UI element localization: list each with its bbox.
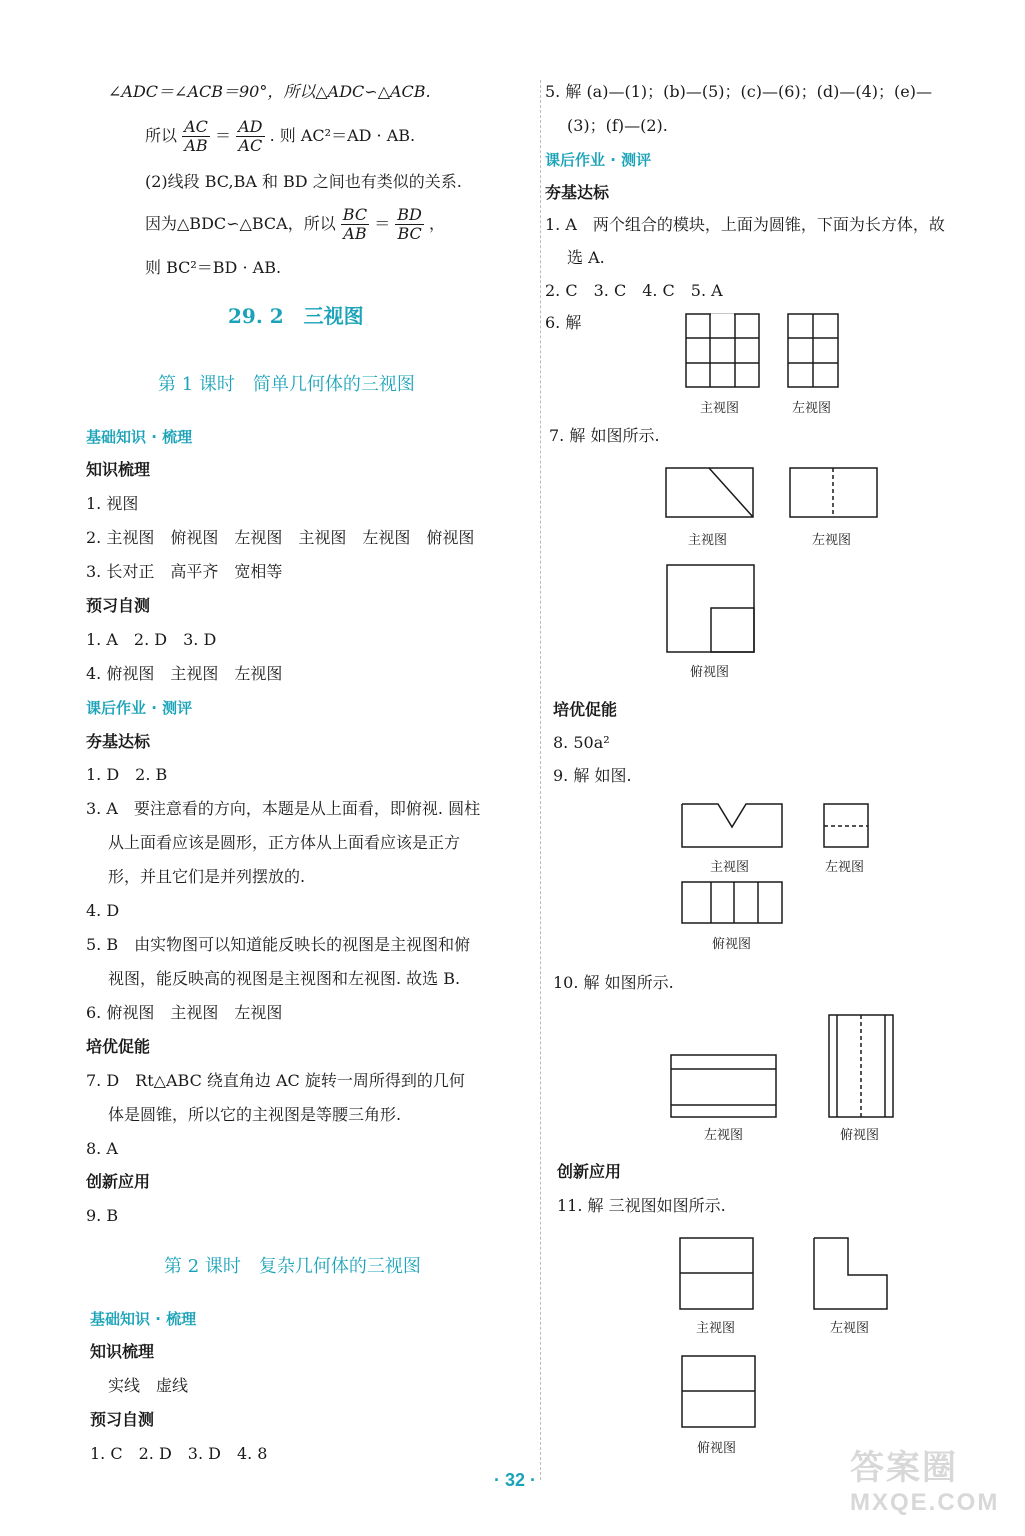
answer-line: 2. C 3. C 4. C 5. A xyxy=(545,281,723,300)
answer-line: 体是圆锥，所以它的主视图是等腰三角形. xyxy=(108,1105,402,1124)
answer-line: 5. 解 (a)—(1)；(b)—(5)；(c)—(6)；(d)—(4)；(e)— xyxy=(545,82,932,101)
lesson-title: 第 1 课时 简单几何体的三视图 xyxy=(158,374,415,395)
equation-line xyxy=(145,206,445,243)
figure-caption: 俯视图 xyxy=(712,937,752,952)
denominator: AB xyxy=(184,136,208,155)
answer-line: 1. A 两个组合的模块，上面为圆锥，下面为长方体，故 xyxy=(545,215,945,234)
figure-caption: 俯视图 xyxy=(697,1441,737,1456)
text-line: (2)线段 BC,BA 和 BD 之间也有类似的关系. xyxy=(145,172,462,191)
answer-line: 实线 虚线 xyxy=(108,1376,189,1395)
answer-line: 7. 解 如图所示. xyxy=(549,426,660,445)
answer-line: 1. 视图 xyxy=(86,494,139,513)
subheading: 知识梳理 xyxy=(90,1342,155,1361)
numerator: AD xyxy=(238,117,263,136)
heading: 基础知识 · 梳理 xyxy=(90,1310,197,1328)
figure-caption: 左视图 xyxy=(704,1128,744,1143)
answer-line: 7. D Rt△ABC 绕直角边 AC 旋转一周所得到的几何 xyxy=(86,1071,465,1090)
answer-line: 形，并且它们是并列摆放的. xyxy=(108,867,306,886)
text: 所以 xyxy=(145,126,178,145)
answer-line: 9. B xyxy=(86,1206,119,1225)
answer-line: 1. C 2. D 3. D 4. 8 xyxy=(90,1444,268,1463)
heading: 课后作业 · 测评 xyxy=(545,151,652,169)
answer-line: 11. 解 三视图如图所示. xyxy=(557,1196,726,1215)
q6-main-view-figure xyxy=(686,314,760,388)
q9-top-view-figure xyxy=(682,882,783,925)
text-line: ∠ADC＝∠ACB＝90°，所以△ADC∽△ACB. xyxy=(108,82,431,101)
text-line: 则 BC²＝BD · AB. xyxy=(145,258,282,277)
answer-line: 4. D xyxy=(86,901,120,920)
subheading: 夯基达标 xyxy=(545,183,610,202)
watermark-line: 答案圈 xyxy=(850,1449,958,1487)
equation-line xyxy=(145,118,415,155)
q9-left-view-figure xyxy=(824,804,870,849)
column-divider xyxy=(540,80,541,1480)
watermark-text xyxy=(850,1440,999,1517)
subheading: 创新应用 xyxy=(86,1172,151,1191)
equals: ＝ xyxy=(215,126,232,145)
section-title: 29. 2 三视图 xyxy=(228,304,364,328)
q11-main-view-figure xyxy=(680,1238,755,1311)
subheading: 预习自测 xyxy=(90,1410,155,1429)
fraction xyxy=(395,206,424,243)
figure-caption: 主视图 xyxy=(710,860,750,875)
subheading: 培优促能 xyxy=(86,1037,151,1056)
subheading: 培优促能 xyxy=(553,700,618,719)
q7-top-view-figure xyxy=(667,565,756,654)
q10-left-view-figure xyxy=(671,1055,778,1119)
q11-left-view-figure xyxy=(814,1238,889,1311)
heading: 课后作业 · 测评 xyxy=(86,699,193,717)
answer-line: 1. D 2. B xyxy=(86,765,168,784)
answer-line: 3. A 要注意看的方向，本题是从上面看，即俯视. 圆柱 xyxy=(86,799,481,818)
denominator: AB xyxy=(343,224,367,243)
figure-caption: 俯视图 xyxy=(690,665,730,680)
answer-line: 5. B 由实物图可以知道能反映长的视图是主视图和俯 xyxy=(86,935,471,954)
answer-line: 从上面看应该是圆形，正方体从上面看应该是正方 xyxy=(108,833,461,852)
numerator: BD xyxy=(397,205,422,224)
figure-caption: 俯视图 xyxy=(840,1128,880,1143)
equals: ＝ xyxy=(374,214,391,233)
text: ， xyxy=(428,214,445,233)
q6-left-view-figure xyxy=(788,314,840,388)
answer-line: 1. A 2. D 3. D xyxy=(86,630,217,649)
answer-line: 2. 主视图 俯视图 左视图 主视图 左视图 俯视图 xyxy=(86,528,475,547)
q7-left-view-figure xyxy=(790,468,879,519)
figure-caption: 左视图 xyxy=(812,533,852,548)
answer-line: 6. 俯视图 主视图 左视图 xyxy=(86,1003,283,1022)
answer-line: 10. 解 如图所示. xyxy=(553,973,674,992)
q11-top-view-figure xyxy=(682,1356,757,1429)
figure-caption: 左视图 xyxy=(825,860,865,875)
fraction xyxy=(182,118,210,155)
figure-caption: 左视图 xyxy=(792,401,832,416)
fraction xyxy=(341,206,369,243)
subheading: 预习自测 xyxy=(86,596,151,615)
denominator: AC xyxy=(238,136,263,155)
answer-line: 4. 俯视图 主视图 左视图 xyxy=(86,664,283,683)
subheading: 夯基达标 xyxy=(86,732,151,751)
watermark-line: MXQE.COM xyxy=(850,1489,1000,1516)
answer-line: 9. 解 如图. xyxy=(553,766,632,785)
answer-line: 6. 解 xyxy=(545,313,582,332)
fraction xyxy=(236,118,264,155)
subheading: 创新应用 xyxy=(557,1162,622,1181)
answer-line: 选 A. xyxy=(567,248,605,267)
figure-caption: 主视图 xyxy=(696,1321,736,1336)
text: . 则 AC²＝AD · AB. xyxy=(269,126,416,145)
q7-main-view-figure xyxy=(666,468,755,519)
subheading: 知识梳理 xyxy=(86,460,151,479)
answer-line: 视图，能反映高的视图是主视图和左视图. 故选 B. xyxy=(108,969,461,988)
lesson-title: 第 2 课时 复杂几何体的三视图 xyxy=(164,1256,421,1277)
text: 因为△BDC∽△BCA，所以 xyxy=(145,214,336,233)
denominator: BC xyxy=(397,224,422,243)
numerator: AC xyxy=(184,117,208,136)
answer-line: 8. 50a² xyxy=(553,733,610,752)
watermark-logo xyxy=(850,1440,999,1517)
q9-main-view-figure xyxy=(682,804,783,849)
page-number: · 32 · xyxy=(493,1470,536,1490)
figure-caption: 主视图 xyxy=(700,401,740,416)
figure-caption: 左视图 xyxy=(830,1321,870,1336)
figure-caption: 主视图 xyxy=(688,533,728,548)
answer-line: (3)；(f)—(2). xyxy=(567,116,668,135)
numerator: BC xyxy=(342,205,368,224)
answer-line: 3. 长对正 高平齐 宽相等 xyxy=(86,562,283,581)
answer-line: 8. A xyxy=(86,1139,118,1158)
q10-top-view-figure xyxy=(829,1015,895,1119)
heading: 基础知识 · 梳理 xyxy=(86,428,193,446)
